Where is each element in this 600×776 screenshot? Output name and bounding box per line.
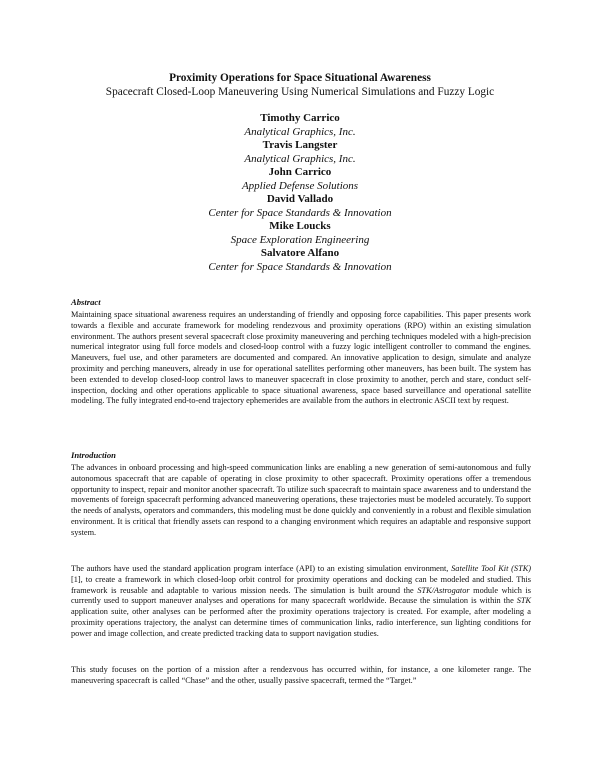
astrogator-module: STK/Astrogator (417, 585, 470, 595)
author-affiliation: Applied Defense Solutions (241, 179, 359, 192)
stk-name: Satellite Tool Kit (STK) (451, 564, 531, 573)
abstract-heading: Abstract (71, 297, 101, 307)
author-list (0, 112, 600, 274)
author-affiliation: Center for Space Standards & Innovation (208, 206, 392, 219)
author-affiliation: Space Exploration Engineering (230, 233, 370, 246)
introduction-paragraph-3: This study focuses on the portion of a mission after a rendezvous has occurred within, for instance, a one kilometer range. The maneuvering spacecraft is called “Chase” and the other, usually passive spacecraft, termed the “Target.” (71, 665, 531, 685)
stk-suite: STK (516, 596, 531, 606)
paper-title: Proximity Operations for Space Situational Awareness (169, 72, 431, 84)
author-name: John Carrico (268, 166, 332, 178)
abstract-text: Maintaining space situational awareness requires an understanding of friendly and opposing force capabilities. This paper presents work towards a flexible and accurate framework for modeling rendezvous and proximity operations (RPO) within an existing simulation environment. The authors present several spacecraft close proximity maneuvering and perching techniques modeled with a high-precision numerical integrator using full force models and closed-loop control with a fuzzy logic intelligent controller to command the engines. Maneuvers, fuel use, and other parameters are documented and compared. An innovative application to design, simulate and analyze proximity and perching maneuvers, already in use for operational satellites performing other maneuvers, has been built. The system has been extended to develop closed-loop control laws to maneuver spacecraft in close proximity to another, perch and stare, conduct self-inspection, docking and other operations applicable to space situational awareness, space based surveillance and operational satellite modeling. The fully integrated end-to-end trajectory ephemerides are available from the authors in electronic ASCII text by request. (71, 310, 531, 406)
author-name: Mike Loucks (269, 220, 331, 232)
introduction-paragraph-1: The advances in onboard processing and high-speed communication links are enabling a new generation of semi-autonomous and fully autonomous spacecraft that are capable of operating in close proximity to other spacecraft. Proximity operations offer a tremendous opportunity to inspect, repair and monitor another spacecraft. To utilize such spacecraft to maintain space awareness and to understand the movements of foreign spacecraft performing advanced maneuvering operations, these trajectories must be modeled accurately. To support the needs of analysts, operators and commanders, this modeling must be done quickly and conveniently in a robust and flexible simulation environment. It is critical that friendly assets can respond to a changing environment which requires an adaptable and responsive support system. (71, 463, 531, 537)
author-affiliation: Center for Space Standards & Innovation (208, 260, 392, 273)
author-affiliation: Analytical Graphics, Inc. (244, 152, 356, 165)
author-name: Timothy Carrico (260, 112, 340, 124)
introduction-heading: Introduction (71, 450, 116, 460)
introduction-paragraph-2: The authors have used the standard application program interface (API) to an existing simulation environment, Satellite Tool Kit (STK) [1], to create a framework in which closed-loop orbit control for proximity operations and docking can be modeled and studied. This framework is reusable and adaptable to various mission needs. The simulation is built around the STK/Astrogator module which is currently used to support maneuver analyses and operations for many spacecraft worldwide. Because the simulation is within the STK application suite, other analyses can be performed after the proximity operations trajectory is created. For example, after modeling a proximity operations trajectory, the analyst can determine times of communication links, radio interference, sun lighting conditions for power and image collection, and create predicted tracking data to support navigation studies. (71, 564, 531, 638)
author-affiliation: Analytical Graphics, Inc. (244, 125, 356, 138)
paper-subtitle: Spacecraft Closed-Loop Maneuvering Using Numerical Simulations and Fuzzy Logic (105, 86, 495, 98)
author-name: Travis Langster (262, 139, 338, 151)
author-name: David Vallado (266, 193, 334, 205)
author-name: Salvatore Alfano (260, 247, 340, 259)
